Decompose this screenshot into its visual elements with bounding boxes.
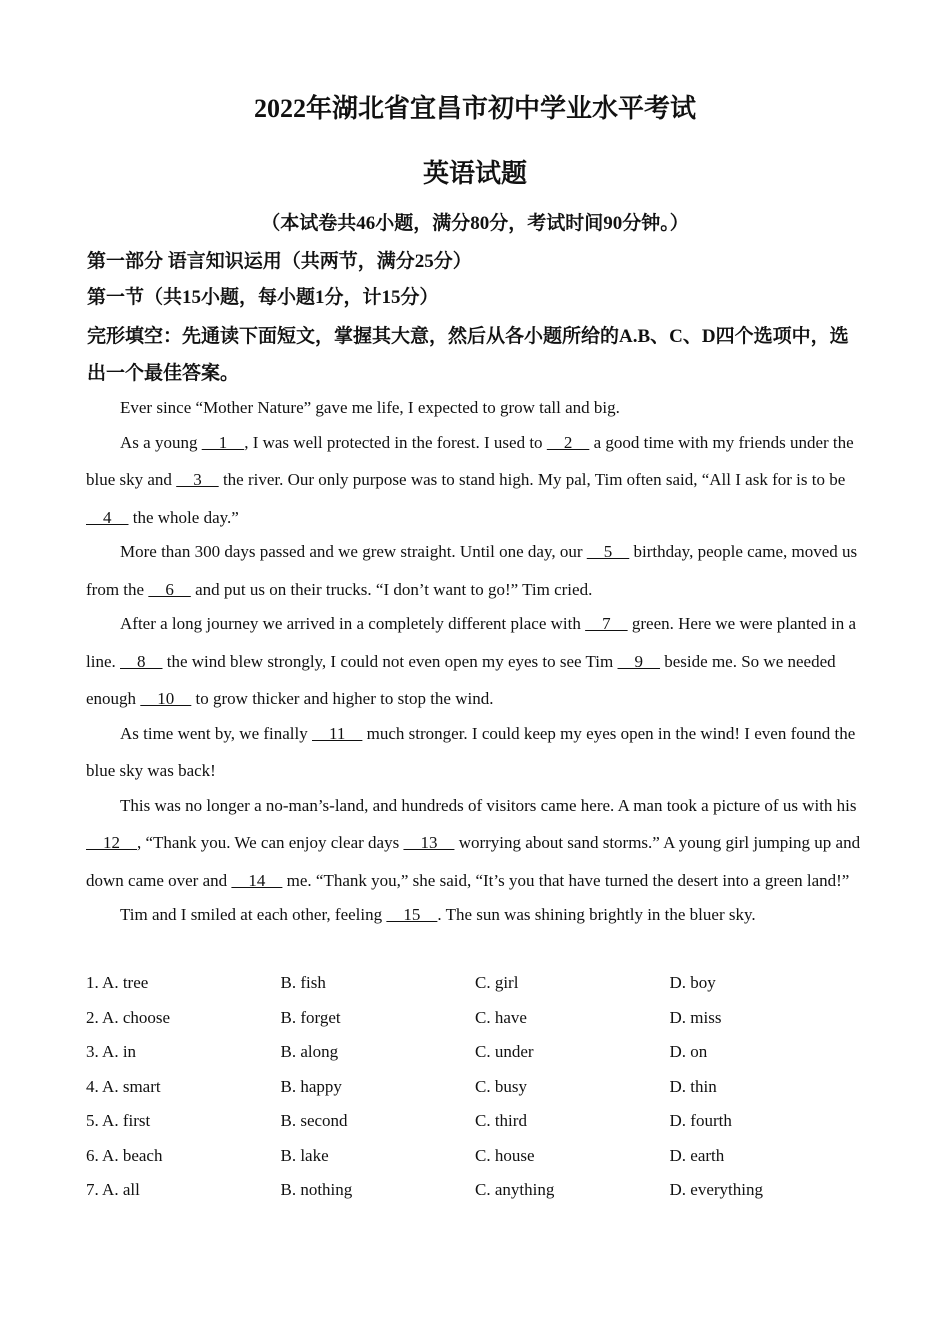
- option-c: C. house: [475, 1145, 535, 1165]
- paragraph-text: the whole day.”: [128, 507, 239, 527]
- option-b: B. second: [280, 1111, 348, 1131]
- paragraph-text: This was no longer a no-man’s-land, and hundreds of visitors came here. A man took a picture of us with his: [120, 795, 857, 815]
- paragraph-text: , I was well protected in the forest. I used to: [244, 432, 547, 452]
- option-a: 4. A. smart: [86, 1076, 161, 1096]
- option-b: B. lake: [280, 1145, 329, 1165]
- paragraph-text: worrying about sand storms.” A young girl jumping up and down came over and: [86, 833, 861, 890]
- blank-5: 5: [586, 542, 630, 561]
- question-6-options: [86, 1139, 866, 1174]
- paragraph-text: . The sun was shining brightly in the bluer sky.: [437, 905, 756, 924]
- blank-10: 10: [140, 689, 192, 708]
- option-d: D. miss: [669, 1007, 722, 1027]
- option-b: B. happy: [280, 1076, 342, 1096]
- blank-15: 15: [386, 905, 438, 924]
- paragraph-text: , “Thank you. We can enjoy clear days: [137, 833, 404, 852]
- option-a: 1. A. tree: [86, 973, 149, 993]
- blank-3: 3: [176, 470, 219, 489]
- option-b: B. along: [280, 1042, 339, 1062]
- blank-4: 4: [86, 507, 129, 527]
- paragraph-text: much stronger. I could keep my eyes open in the wind! I even found the blue sky was back!: [86, 723, 856, 780]
- question-4-options: [86, 1070, 866, 1105]
- blank-1: 1: [201, 432, 245, 452]
- exam-title: 2022年湖北省宜昌市初中学业水平考试: [253, 94, 696, 123]
- option-c: C. third: [475, 1111, 527, 1131]
- option-a: 3. A. in: [86, 1042, 137, 1062]
- paragraph-text: the river. Our only purpose was to stand high. My pal, Tim often said, “All I ask for is to be: [218, 470, 846, 489]
- paragraph-7: [86, 896, 866, 934]
- paragraph-text: a good time with my friends under the blue sky and: [86, 432, 854, 489]
- option-c: C. girl: [475, 973, 519, 993]
- paragraph-4: [86, 605, 866, 718]
- question-2-options: [86, 1001, 866, 1036]
- cloze-passage: [86, 389, 866, 934]
- exam-note: （本试卷共46小题，满分80分，考试时间90分钟。）: [261, 213, 689, 234]
- paragraph-text: Ever since “Mother Nature” gave me life, I expected to grow tall and big.: [120, 398, 620, 417]
- paragraph-6: [86, 787, 866, 900]
- question-5-options: [86, 1104, 866, 1139]
- option-d: D. thin: [669, 1076, 717, 1096]
- option-c: C. under: [475, 1042, 534, 1062]
- blank-9: 9: [617, 651, 661, 671]
- answer-options: [86, 966, 866, 1208]
- blank-14: 14: [231, 870, 283, 890]
- question-7-options: [86, 1173, 866, 1208]
- option-b: B. forget: [280, 1007, 341, 1027]
- paragraph-text: More than 300 days passed and we grew straight. Until one day, our: [120, 542, 587, 561]
- option-a: 7. A. all: [86, 1180, 140, 1200]
- blank-2: 2: [546, 432, 590, 452]
- blank-13: 13: [403, 833, 455, 852]
- option-d: D. everything: [669, 1180, 763, 1200]
- option-c: C. have: [475, 1007, 527, 1027]
- paragraph-text: green. Here we were planted in a line.: [86, 614, 857, 671]
- paragraph-3: [86, 533, 866, 608]
- blank-8: 8: [120, 651, 163, 671]
- paragraph-text: the wind blew strongly, I could not even open my eyes to see Tim: [162, 651, 618, 671]
- paragraph-text: and put us on their trucks. “I don’t want to go!” Tim cried.: [190, 579, 593, 599]
- paragraph-2: [86, 424, 866, 537]
- section-heading: 第一节（共15小题，每小题1分，计15分）: [87, 287, 439, 308]
- paragraph-text: me. “Thank you,” she said, “It’s you that have turned the desert into a green land!”: [282, 870, 850, 890]
- blank-12: 12: [86, 833, 137, 852]
- option-c: C. busy: [475, 1076, 527, 1096]
- paragraph-text: Tim and I smiled at each other, feeling: [120, 905, 387, 924]
- option-a: 5. A. first: [86, 1111, 151, 1131]
- paragraph-1: [86, 389, 866, 427]
- question-1-options: [86, 966, 866, 1001]
- option-b: B. nothing: [280, 1180, 353, 1200]
- paragraph-text: to grow thicker and higher to stop the wind.: [191, 689, 494, 708]
- question-3-options: [86, 1035, 866, 1070]
- option-d: D. earth: [669, 1145, 725, 1165]
- paragraph-text: After a long journey we arrived in a completely different place with: [120, 614, 586, 633]
- instruction-text: 完形填空：先通读下面短文，掌握其大意，然后从各小题所给的A.B、C、D四个选项中，选出一个最佳答案。: [87, 326, 849, 384]
- paragraph-text: birthday, people came, moved us from the: [86, 542, 858, 599]
- blank-11: 11: [312, 723, 363, 743]
- option-a: 2. A. choose: [86, 1007, 171, 1027]
- part-heading: 第一部分 语言知识运用（共两节，满分25分）: [87, 251, 472, 272]
- paragraph-5: [86, 715, 866, 790]
- exam-subtitle: 英语试题: [422, 159, 527, 188]
- option-d: D. boy: [669, 973, 716, 993]
- paragraph-text: beside me. So we needed enough: [86, 651, 836, 708]
- option-d: D. fourth: [669, 1111, 732, 1131]
- option-a: 6. A. beach: [86, 1145, 163, 1165]
- paragraph-text: As time went by, we finally: [120, 723, 312, 743]
- blank-6: 6: [148, 579, 191, 599]
- paragraph-text: As a young: [120, 432, 202, 452]
- option-b: B. fish: [280, 973, 326, 993]
- option-c: C. anything: [475, 1180, 555, 1200]
- blank-7: 7: [585, 614, 628, 633]
- option-d: D. on: [669, 1042, 708, 1062]
